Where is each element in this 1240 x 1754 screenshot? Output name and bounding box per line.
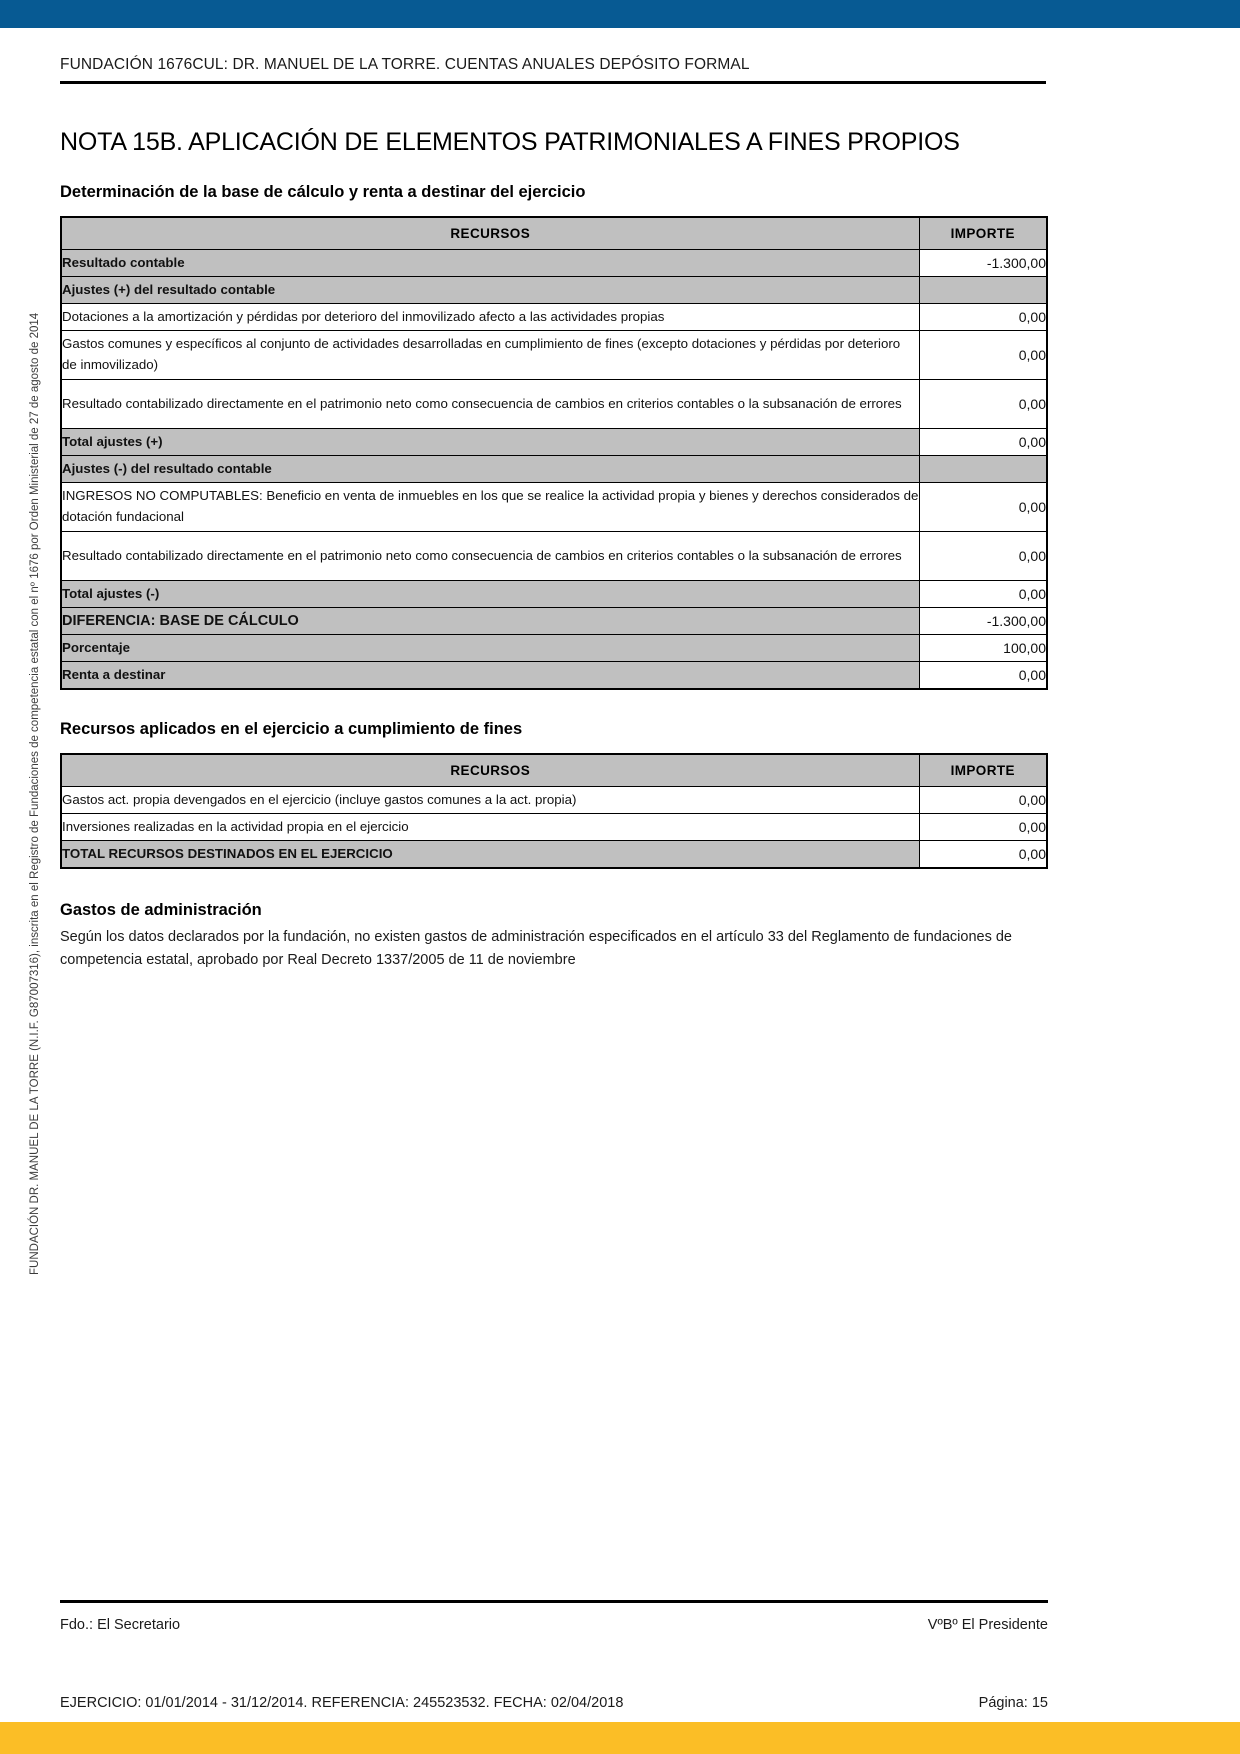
table-row (61, 304, 1047, 331)
row-amount: 0,00 (919, 662, 1047, 690)
row-label: INGRESOS NO COMPUTABLES: Beneficio en venta de inmuebles en los que se realice la actividad propia y bienes y derechos considerados de dotación fundacional (61, 483, 919, 532)
table-row (61, 277, 1047, 304)
signature-row (60, 1617, 1048, 1633)
table-row (61, 380, 1047, 429)
footer-page-number: Página: 15 (978, 1695, 1048, 1711)
signature-secretary: Fdo.: El Secretario (60, 1617, 181, 1633)
table-row (61, 662, 1047, 690)
table-row (61, 483, 1047, 532)
document-header-text: FUNDACIÓN 1676CUL: DR. MANUEL DE LA TORRE. CUENTAS ANUALES DEPÓSITO FORMAL (60, 56, 750, 73)
bottom-accent-bar (0, 1722, 1240, 1754)
document-header (60, 56, 1046, 84)
page-body (0, 28, 1240, 1722)
section-heading-gastos-administracion: Gastos de administración (60, 901, 262, 919)
row-amount: 0,00 (919, 429, 1047, 456)
table-row (61, 456, 1047, 483)
table-recursos-aplicados (60, 753, 1048, 869)
row-amount: 0,00 (919, 380, 1047, 429)
row-label: Dotaciones a la amortización y pérdidas por deterioro del inmovilizado afecto a las actividades propias (61, 304, 919, 331)
row-label: Resultado contable (61, 250, 919, 277)
row-amount (919, 456, 1047, 483)
table-row (61, 532, 1047, 581)
row-label: Total ajustes (-) (61, 581, 919, 608)
table-header-row (61, 754, 1047, 787)
row-label: Gastos act. propia devengados en el ejercicio (incluye gastos comunes a la act. propia) (61, 787, 919, 814)
table-row (61, 841, 1047, 869)
row-label: Inversiones realizadas en la actividad propia en el ejercicio (61, 814, 919, 841)
table-row (61, 331, 1047, 380)
row-label: Resultado contabilizado directamente en el patrimonio neto como consecuencia de cambios en criterios contables o la subsanación de errores (61, 380, 919, 429)
row-amount: 0,00 (919, 814, 1047, 841)
row-amount: 100,00 (919, 635, 1047, 662)
gastos-administracion-paragraph: Según los datos declarados por la fundación, no existen gastos de administración especificados en el artículo 33 del Reglamento de fundaciones de competencia estatal, aprobado por Real Decreto 1337/2005 de 11 de noviembre (60, 929, 1012, 969)
row-amount: -1.300,00 (919, 250, 1047, 277)
table-row (61, 581, 1047, 608)
footer-meta-row (60, 1695, 1048, 1711)
row-amount: 0,00 (919, 331, 1047, 380)
top-accent-bar (0, 0, 1240, 28)
table-row (61, 787, 1047, 814)
column-header-importe: IMPORTE (919, 217, 1047, 250)
footer-exercise-reference: EJERCICIO: 01/01/2014 - 31/12/2014. REFERENCIA: 245523532. FECHA: 02/04/2018 (60, 1695, 624, 1711)
table-header-row (61, 217, 1047, 250)
row-label: Resultado contabilizado directamente en el patrimonio neto como consecuencia de cambios en criterios contables o la subsanación de errores (61, 532, 919, 581)
table-base-calculo (60, 216, 1048, 690)
table-row (61, 429, 1047, 456)
row-amount: 0,00 (919, 841, 1047, 869)
page-title: NOTA 15B. APLICACIÓN DE ELEMENTOS PATRIMONIALES A FINES PROPIOS (60, 128, 960, 156)
row-label: Ajustes (+) del resultado contable (61, 277, 919, 304)
table-row (61, 635, 1047, 662)
row-amount (919, 277, 1047, 304)
row-amount: 0,00 (919, 532, 1047, 581)
row-amount: 0,00 (919, 787, 1047, 814)
row-amount: -1.300,00 (919, 608, 1047, 635)
header-divider (60, 81, 1046, 84)
table-row (61, 250, 1047, 277)
vertical-registry-legend-text: FUNDACIÓN DR. MANUEL DE LA TORRE (N.I.F. G87007316), inscrita en el Registro de Fundaciones de competencia estatal con el nº 1676 por Orden Ministerial de 27 de agosto de 2014 (29, 312, 41, 1275)
row-label: Porcentaje (61, 635, 919, 662)
section-heading-recursos-aplicados: Recursos aplicados en el ejercicio a cumplimiento de fines (60, 720, 523, 738)
table-row (61, 814, 1047, 841)
column-header-recursos: RECURSOS (61, 217, 919, 250)
document-footer (60, 1600, 1048, 1711)
section-heading-base-calculo: Determinación de la base de cálculo y renta a destinar del ejercicio (60, 183, 586, 201)
table-row (61, 608, 1047, 635)
row-amount: 0,00 (919, 581, 1047, 608)
row-amount: 0,00 (919, 483, 1047, 532)
row-label: DIFERENCIA: BASE DE CÁLCULO (61, 608, 919, 635)
row-label: Total ajustes (+) (61, 429, 919, 456)
main-content (60, 128, 1050, 972)
table-base-calculo-body (61, 250, 1047, 690)
column-header-importe: IMPORTE (919, 754, 1047, 787)
table-recursos-aplicados-body (61, 787, 1047, 869)
row-label: Renta a destinar (61, 662, 919, 690)
signature-president: VºBº El Presidente (927, 1617, 1048, 1633)
row-label: Gastos comunes y específicos al conjunto de actividades desarrolladas en cumplimiento de fines (excepto dotaciones y pérdidas por deterioro de inmovilizado) (61, 331, 919, 380)
row-label: Ajustes (-) del resultado contable (61, 456, 919, 483)
footer-divider (60, 1600, 1048, 1603)
row-amount: 0,00 (919, 304, 1047, 331)
row-label: TOTAL RECURSOS DESTINADOS EN EL EJERCICIO (61, 841, 919, 869)
column-header-recursos: RECURSOS (61, 754, 919, 787)
